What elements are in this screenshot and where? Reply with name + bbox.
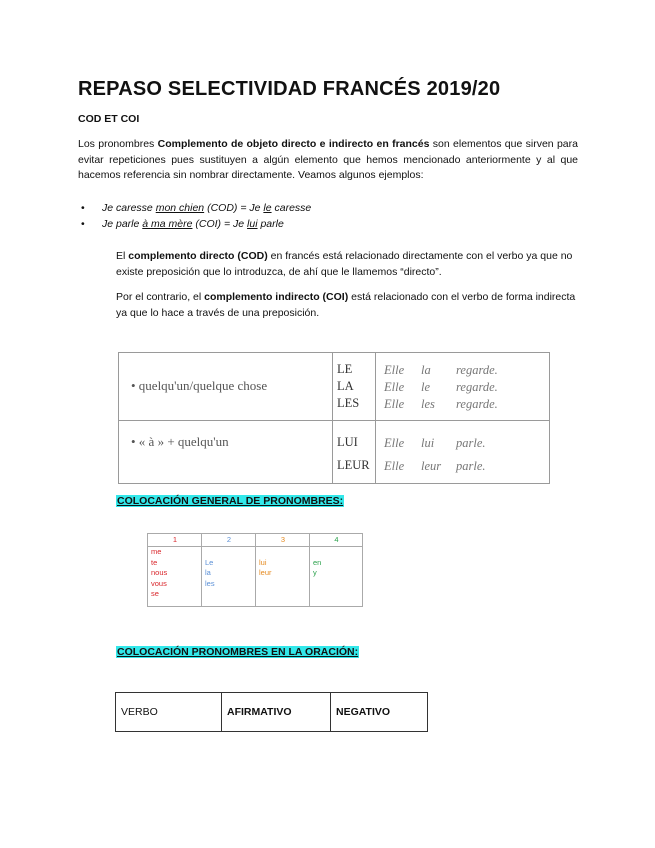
column-header: 3	[280, 535, 286, 544]
list-item: leur	[259, 568, 272, 577]
example-word: les	[421, 397, 435, 411]
order-column	[202, 534, 256, 606]
list-item: lui	[259, 557, 267, 567]
example-word: parle.	[456, 459, 486, 473]
row-label: • quelqu'un/quelque chose	[131, 378, 268, 393]
example-word: Elle	[384, 380, 405, 394]
list-item: la	[205, 568, 211, 577]
coi-paragraph: Por el contrario, el complemento indirecto (COI) está relacionado con el verbo de forma indirecta ya que lo hace a través de una preposición.	[116, 291, 576, 319]
table-row	[119, 420, 549, 484]
example-word: le	[421, 380, 431, 394]
section-heading-placement: COLOCACIÓN GENERAL DE PRONOMBRES:	[117, 495, 344, 507]
list-item: • Je parle à ma mère (COI) = Je lui parle	[81, 218, 284, 230]
intro-paragraph: Los pronombres Complemento de objeto directo e indirecto en francés son elementos que sirven para evitar repeticiones pues sustituyen a algún elemento que hemos mencionado anteriormente y al que hacemos referencia sin nombrar directamente. Veamos algunos ejemplos:	[78, 138, 578, 181]
order-column	[310, 534, 363, 606]
verb-table	[115, 692, 428, 732]
page-title: REPASO SELECTIVIDAD FRANCÉS 2019/20	[78, 78, 501, 100]
list-item: nous	[151, 568, 168, 577]
example-word: regarde.	[456, 380, 498, 394]
pronoun: LUI	[337, 435, 358, 449]
cod-paragraph: El complemento directo (COD) en francés está relacionado directamente con el verbo ya que no existe preposición que lo introduzca, de ahí que le llamemos “directo”.	[116, 250, 573, 278]
list-item: • Je caresse mon chien (COD) = Je le caresse	[81, 202, 312, 214]
example-word: lui	[421, 436, 435, 450]
list-item: en	[313, 557, 322, 567]
example-word: la	[421, 363, 431, 377]
example-word: Elle	[384, 363, 405, 377]
table-cell: VERBO	[116, 693, 222, 732]
column-header: 1	[172, 535, 178, 544]
list-item: te	[151, 557, 158, 567]
example-word: regarde.	[456, 397, 498, 411]
column-header: 2	[226, 535, 232, 544]
table-cell: NEGATIVO	[331, 693, 428, 732]
example-word: Elle	[384, 436, 405, 450]
example-word: parle.	[456, 436, 486, 450]
section-subtitle: COD ET COI	[78, 113, 140, 125]
example-list	[78, 200, 311, 232]
column-header: 4	[334, 535, 339, 544]
order-column	[148, 534, 202, 606]
pronoun: LA	[337, 379, 354, 393]
pronoun: LE	[337, 362, 353, 376]
pronoun: LEUR	[337, 458, 370, 472]
example-word: regarde.	[456, 363, 498, 377]
pronoun-order-table	[147, 533, 363, 607]
list-item: me	[151, 547, 162, 556]
example-word: Elle	[384, 459, 405, 473]
order-column	[256, 534, 310, 606]
table-row	[119, 353, 549, 421]
pronoun: LES	[337, 396, 360, 410]
table-cell: AFIRMATIVO	[222, 693, 331, 732]
list-item: y	[313, 568, 317, 577]
list-item: vous	[151, 578, 167, 588]
section-heading-sentence: COLOCACIÓN PRONOMBRES EN LA ORACIÓN:	[117, 646, 359, 658]
list-item: se	[151, 589, 159, 598]
list-item: Le	[205, 557, 214, 567]
example-word: Elle	[384, 397, 405, 411]
table-row	[116, 693, 428, 732]
list-item: les	[205, 578, 215, 588]
example-word: leur	[421, 459, 442, 473]
row-label: • « à » + quelqu'un	[131, 434, 229, 449]
pronoun-table-image	[118, 352, 550, 484]
